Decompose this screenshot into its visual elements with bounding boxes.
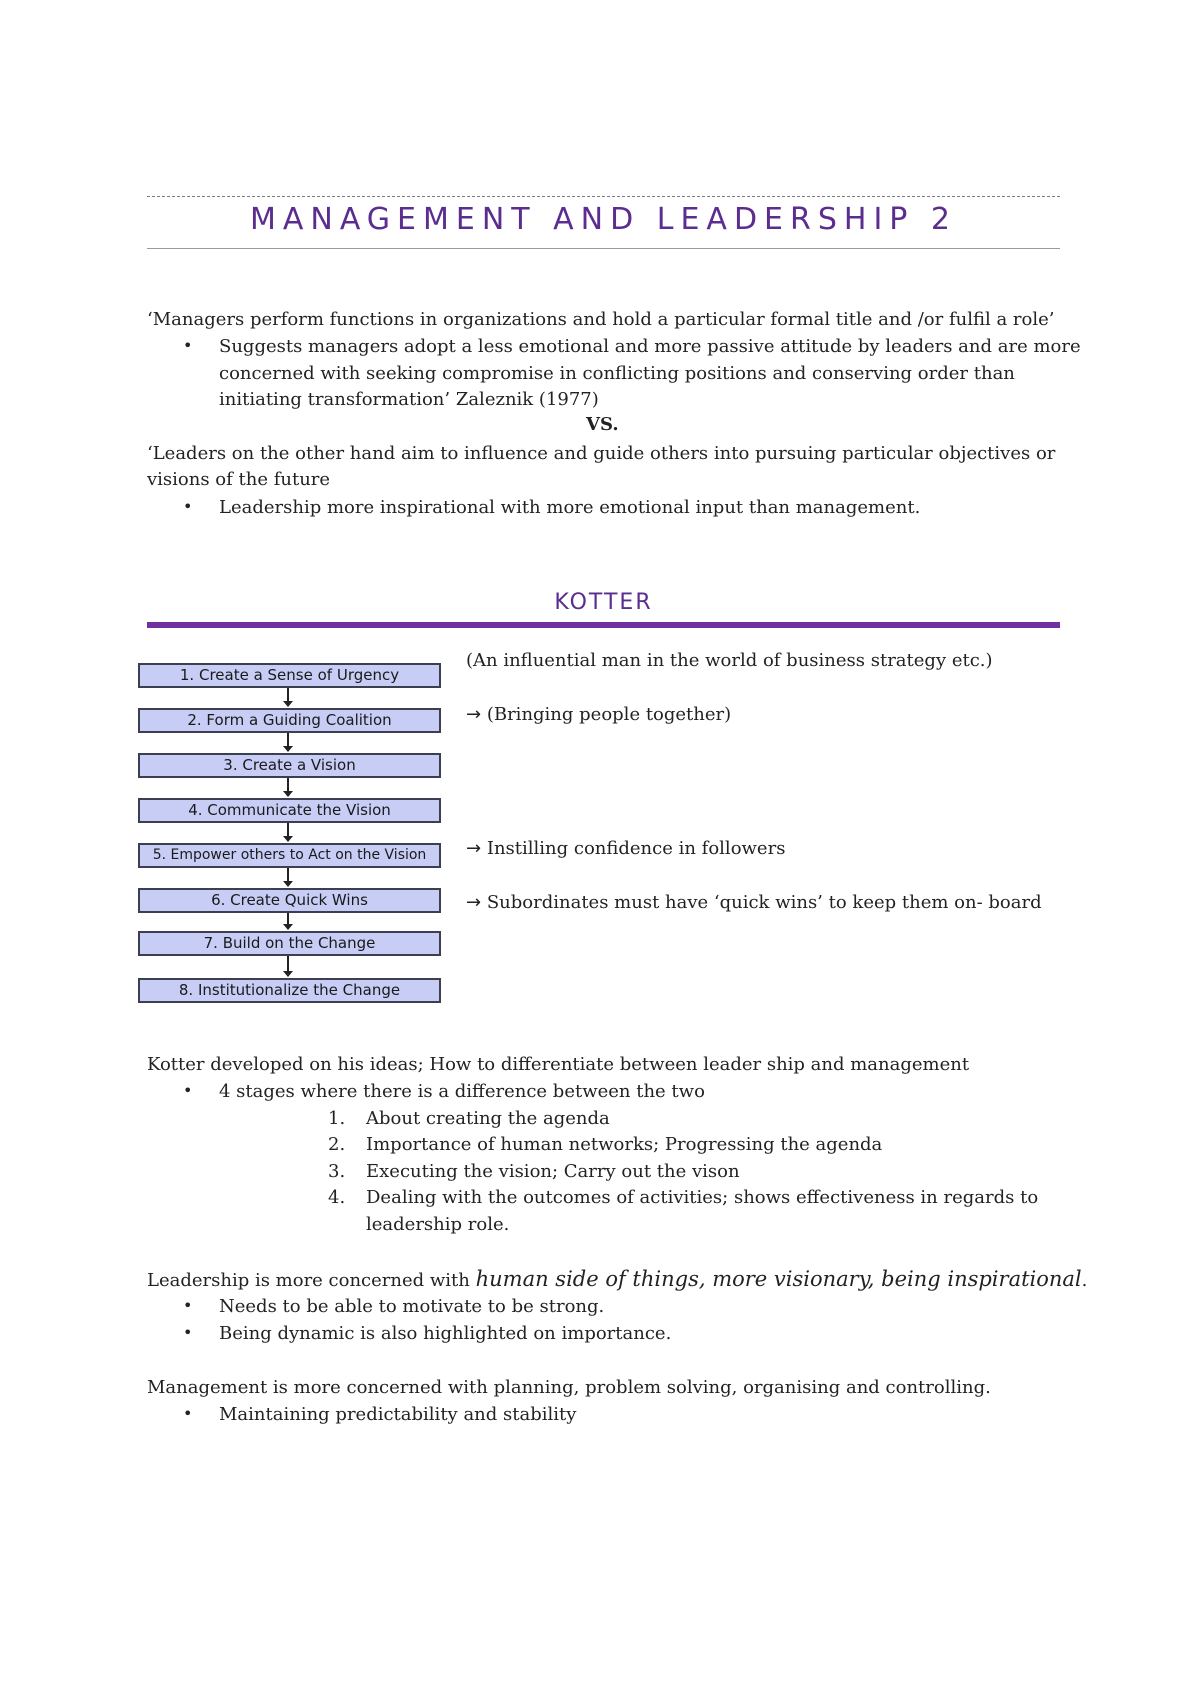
flow-arrow xyxy=(287,778,289,796)
title-rule-top xyxy=(147,196,1060,197)
bullet-marker: • xyxy=(183,1323,193,1342)
list-number-4: 4. xyxy=(328,1187,346,1208)
list-item-3: Executing the vision; Carry out the vison xyxy=(366,1161,740,1182)
bullet-marker: • xyxy=(183,1404,193,1423)
list-number-2: 2. xyxy=(328,1134,346,1155)
managers-quote: ‘Managers perform functions in organizations and hold a particular formal title and /or fulfil a role’ xyxy=(147,309,1055,330)
kotter-note-3 xyxy=(466,836,785,862)
list-number-1: 1. xyxy=(328,1108,346,1129)
management-bullet: Maintaining predictability and stability xyxy=(219,1404,577,1425)
bullet1-line1: Suggests managers adopt a less emotional and more passive attitude by leaders and are more xyxy=(219,336,1081,357)
bullet1-line3: initiating transformation’ Zaleznik (1977) xyxy=(219,389,599,410)
list-item-1: About creating the agenda xyxy=(366,1108,610,1129)
kotter-note-3-text: Instilling confidence in followers xyxy=(486,838,786,859)
list-item-4: Dealing with the outcomes of activities; shows effectiveness in regards to xyxy=(366,1187,1039,1208)
bullet2-text: Leadership more inspirational with more emotional input than management. xyxy=(219,497,921,518)
flow-step-6: 6. Create Quick Wins xyxy=(138,888,441,913)
kotter-note-4 xyxy=(466,890,1042,916)
kotter-note-2 xyxy=(466,702,731,728)
leaders-quote-line1: ‘Leaders on the other hand aim to influence and guide others into pursuing particular objectives or xyxy=(147,443,1056,464)
kotter-heading: KOTTER xyxy=(554,590,653,615)
right-arrow-icon: → xyxy=(466,892,482,913)
flow-arrow xyxy=(287,733,289,751)
flow-step-3: 3. Create a Vision xyxy=(138,753,441,778)
list-item-2: Importance of human networks; Progressing the agenda xyxy=(366,1134,883,1155)
flow-step-2: 2. Form a Guiding Coalition xyxy=(138,708,441,733)
leadership-concern-italic: human side of things, more visionary, being inspirational xyxy=(475,1267,1082,1291)
kotter-note-4-text: Subordinates must have ‘quick wins’ to keep them on- board xyxy=(486,892,1042,913)
leadership-concern-prefix: Leadership is more concerned with xyxy=(147,1270,476,1291)
right-arrow-icon: → xyxy=(466,838,482,859)
bullet-marker: • xyxy=(183,1081,193,1100)
flow-step-5: 5. Empower others to Act on the Vision xyxy=(138,843,441,868)
right-arrow-icon: → xyxy=(466,704,482,725)
kotter-note-2-text: (Bringing people together) xyxy=(486,704,732,725)
title-rule-bottom xyxy=(147,248,1060,249)
bullet-marker: • xyxy=(183,336,193,355)
kotter-bullet: 4 stages where there is a difference between the two xyxy=(219,1081,705,1102)
flow-arrow xyxy=(287,913,289,929)
flow-arrow xyxy=(287,823,289,841)
flow-arrow xyxy=(287,956,289,976)
flow-step-1: 1. Create a Sense of Urgency xyxy=(138,663,441,688)
vs-label: VS. xyxy=(586,414,619,435)
bullet-marker: • xyxy=(183,1296,193,1315)
flow-arrow xyxy=(287,688,289,706)
leadership-concern xyxy=(147,1266,1087,1294)
kotter-heading-rule xyxy=(147,622,1060,628)
list-number-3: 3. xyxy=(328,1161,346,1182)
leaders-quote-line2: visions of the future xyxy=(147,469,331,490)
bullet1-line2: concerned with seeking compromise in conflicting positions and conserving order than xyxy=(219,363,1015,384)
kotter-intro: Kotter developed on his ideas; How to differentiate between leader ship and management xyxy=(147,1054,970,1075)
flow-step-7: 7. Build on the Change xyxy=(138,931,441,956)
leadership-bullet-2: Being dynamic is also highlighted on importance. xyxy=(219,1323,672,1344)
flow-step-4: 4. Communicate the Vision xyxy=(138,798,441,823)
leadership-concern-suffix: . xyxy=(1081,1270,1088,1291)
list-item-4-cont: leadership role. xyxy=(366,1214,510,1235)
bullet-marker: • xyxy=(183,497,193,516)
kotter-note-1: (An influential man in the world of business strategy etc.) xyxy=(466,650,993,671)
leadership-bullet-1: Needs to be able to motivate to be strong. xyxy=(219,1296,605,1317)
management-concern: Management is more concerned with planning, problem solving, organising and controlling. xyxy=(147,1377,991,1398)
flow-arrow xyxy=(287,868,289,886)
page-title: MANAGEMENT AND LEADERSHIP 2 xyxy=(249,202,958,237)
flow-step-8: 8. Institutionalize the Change xyxy=(138,978,441,1003)
